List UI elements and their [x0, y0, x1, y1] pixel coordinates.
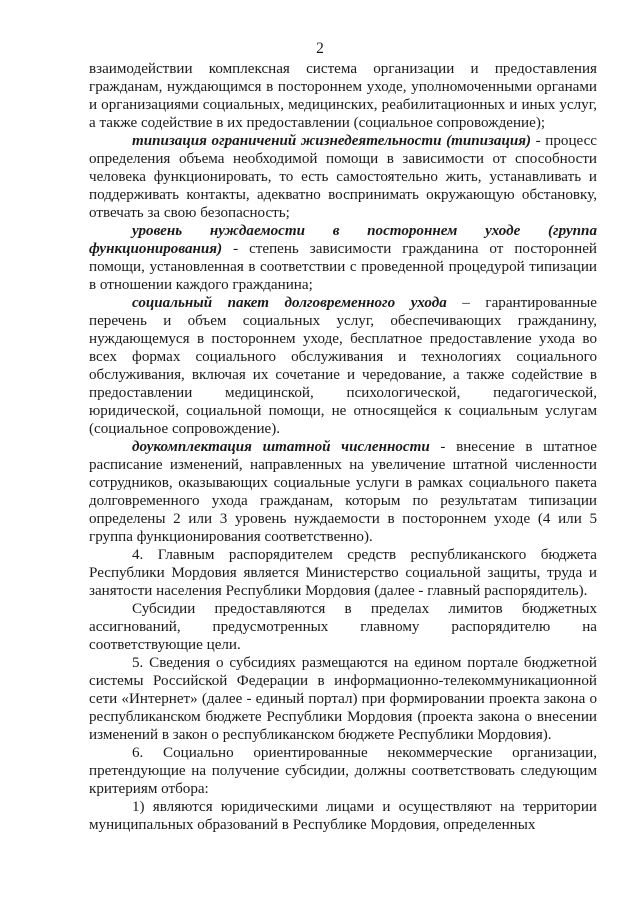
paragraph-text: взаимодействии комплексная система организации и предоставления гражданам, нуждающимся в постороннем уходе, уполномоченными органами и организациями социальных, медицинских, реабилитационных и иных услуг, а также содействие в их предоставлении (социальное сопровождение);	[89, 61, 597, 131]
definition-paragraph	[89, 294, 597, 438]
definition-term: доукомплектация штатной численности	[132, 439, 430, 455]
definition-term: типизация ограничений жизнедеятельности (типизация)	[132, 133, 532, 149]
paragraph-text: 5. Сведения о субсидиях размещаются на едином портале бюджетной системы Российской Федерации в информационно-телекоммуникационной сети «Интернет» (далее - единый портал) при формировании проекта закона о республиканском бюджете Республики Мордовия (проекта закона о внесении изменений в закон о республиканском бюджете Республики Мордовия).	[89, 655, 597, 743]
paragraph-text: Субсидии предоставляются в пределах лимитов бюджетных ассигнований, предусмотренных главному распорядителю на соответствующие цели.	[89, 601, 597, 653]
paragraph-text: 4. Главным распорядителем средств республиканского бюджета Республики Мордовия является Министерство социальной защиты, труда и занятости населения Республики Мордовия (далее - главный распорядитель).	[89, 547, 597, 599]
definition-paragraph	[89, 222, 597, 294]
definition-text: - внесение в штатное расписание изменений, направленных на увеличение штатной численности сотрудников, оказывающих социальные услуги в рамках социального пакета долговременного ухода гражданам, которым по результатам типизации определены 2 или 3 уровень нуждаемости в постороннем уходе (4 или 5 группа функционирования соответственно).	[89, 439, 597, 545]
paragraph-text: 6. Социально ориентированные некоммерческие организации, претендующие на получение субсидии, должны соответствовать следующим критериям отбора:	[89, 745, 597, 797]
definition-term: уровень нуждаемости в постороннем уходе (группа функционирования)	[89, 223, 597, 257]
paragraph	[89, 654, 597, 744]
definition-term: социальный пакет долговременного ухода	[132, 295, 447, 311]
definition-text: - степень зависимости гражданина от посторонней помощи, установленная в соответствии с проведенной процедурой типизации в отношении каждого гражданина;	[89, 241, 597, 293]
document-body	[89, 60, 597, 834]
definition-text: - процесс определения объема необходимой помощи в зависимости от способности человека функционировать, то есть самостоятельно жить, устанавливать и поддерживать контакты, адекватно воспринимать окружающую обстановку, отвечать за свою безопасность;	[89, 133, 598, 221]
paragraph	[89, 546, 597, 600]
paragraph	[89, 600, 597, 654]
page-number: 2	[316, 40, 324, 57]
paragraph	[89, 744, 597, 798]
paragraph	[89, 798, 597, 834]
definition-text: – гарантированные перечень и объем социальных услуг, обеспечивающих гражданину, нуждающемуся в постороннем уходе, бесплатное предоставление ухода во всех формах социального обслуживания и технологиях социального обслуживания, включая их сочетание и чередование, а также содействие в предоставлении медицинской, психологической, педагогической, юридической, социальной помощи, не относящейся к социальным услугам (социальное сопровождение).	[89, 295, 597, 437]
definition-paragraph	[89, 132, 597, 222]
paragraph	[89, 60, 597, 132]
definition-paragraph	[89, 438, 597, 546]
paragraph-text: 1) являются юридическими лицами и осуществляют на территории муниципальных образований в Республике Мордовия, определенных	[89, 799, 597, 833]
